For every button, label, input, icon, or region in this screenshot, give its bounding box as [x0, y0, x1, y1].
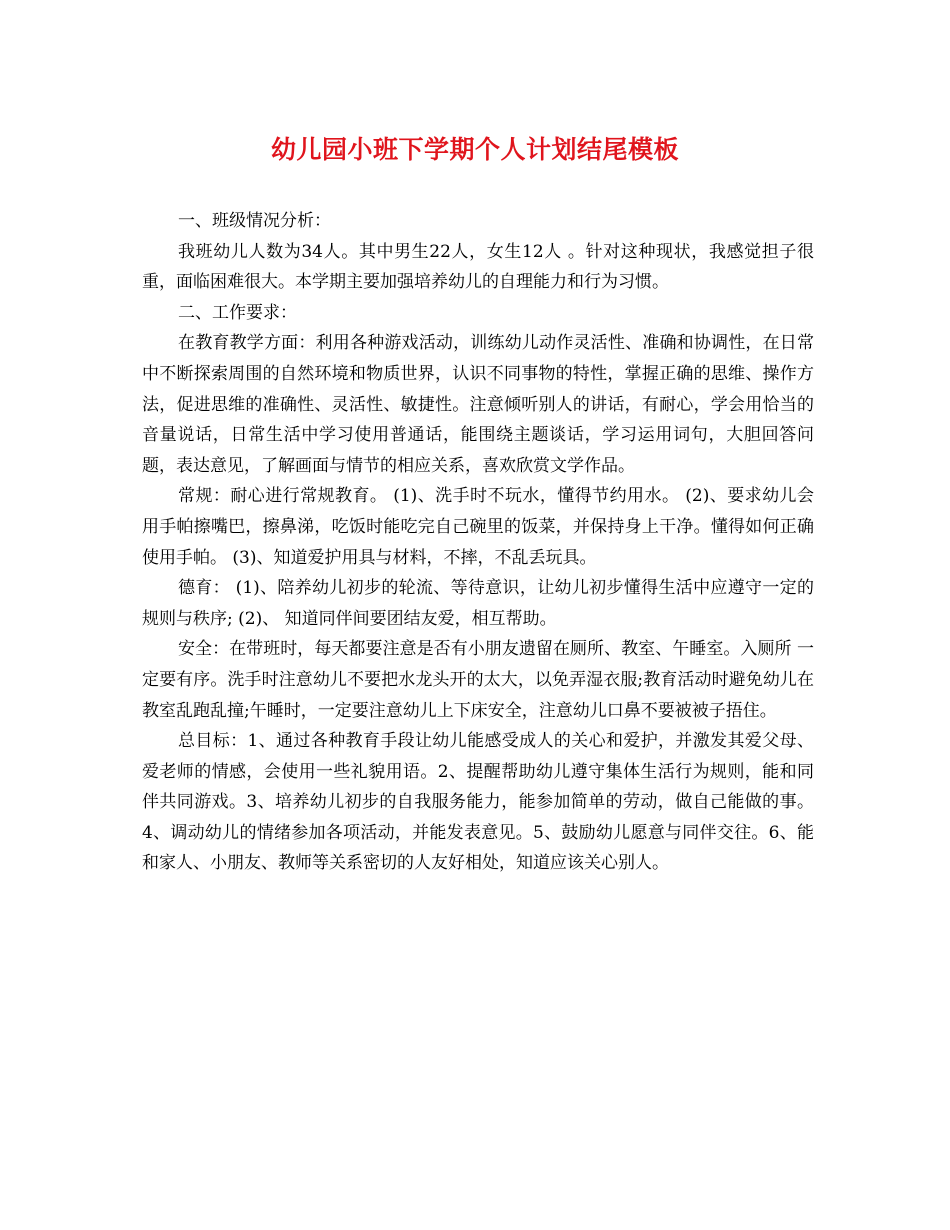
document-title: 幼儿园小班下学期个人计划结尾模板 [270, 135, 679, 164]
paragraph-class-count: 我班幼儿人数为34人。其中男生22人，女生12人 。针对这种现状，我感觉担子很重，面临困难很大。本学期主要加强培养幼儿的自理能力和行为习惯。 [142, 241, 814, 293]
paragraph-routine: 常规：耐心进行常规教育。 (1)、洗手时不玩水，懂得节约用水。 (2)、要求幼儿会用手帕擦嘴巴，擦鼻涕，吃饭时能吃完自己碗里的饭菜，并保持身上干净。懂得如何正确使用手帕。 (3)、知道爱护用具与材料，不摔，不乱丢玩具。 [142, 486, 814, 568]
paragraph-teaching: 在教育教学方面：利用各种游戏活动，训练幼儿动作灵活性、准确和协调性，在日常中不断探索周围的自然环境和物质世界，认识不同事物的特性，掌握正确的思维、操作方法，促进思维的准确性、灵活性、敏捷性。注意倾听别人的讲话，有耐心，学会用恰当的音量说话，日常生活中学习使用普通话，能围绕主题谈话，学习运用词句，大胆回答问题，表达意见，了解画面与情节的相应关系，喜欢欣赏文学作品。 [142, 333, 814, 476]
paragraph-safety: 安全：在带班时，每天都要注意是否有小朋友遗留在厕所、教室、午睡室。入厕所 一定要有序。洗手时注意幼儿不要把水龙头开的太大，以免弄湿衣服;教育活动时避免幼儿在教室乱跑乱撞;午睡时，一定要注意幼儿上下床安全，注意幼儿口鼻不要被被子捂住。 [142, 639, 814, 721]
heading-class-analysis: 一、班级情况分析： [178, 211, 331, 231]
paragraph-goals: 总目标：1、通过各种教育手段让幼儿能感受成人的关心和爱护，并激发其爱父母、爱老师的情感，会使用一些礼貌用语。2、提醒帮助幼儿遵守集体生活行为规则，能和同伴共同游戏。3、培养幼儿初步的自我服务能力，能参加简单的劳动，做自己能做的事。4、调动幼儿的情绪参加各项活动，并能发表意见。5、鼓励幼儿愿意与同伴交往。6、能和家人、小朋友、教师等关系密切的人友好相处，知道应该关心别人。 [142, 731, 814, 874]
document-body [142, 206, 814, 879]
heading-work-requirements: 二、工作要求： [178, 302, 297, 323]
paragraph-moral: 德育： (1)、陪养幼儿初步的轮流、等待意识，让幼儿初步懂得生活中应遵守一定的规则与秩序; (2)、 知道同伴间要团结友爱，相互帮助。 [142, 578, 814, 629]
